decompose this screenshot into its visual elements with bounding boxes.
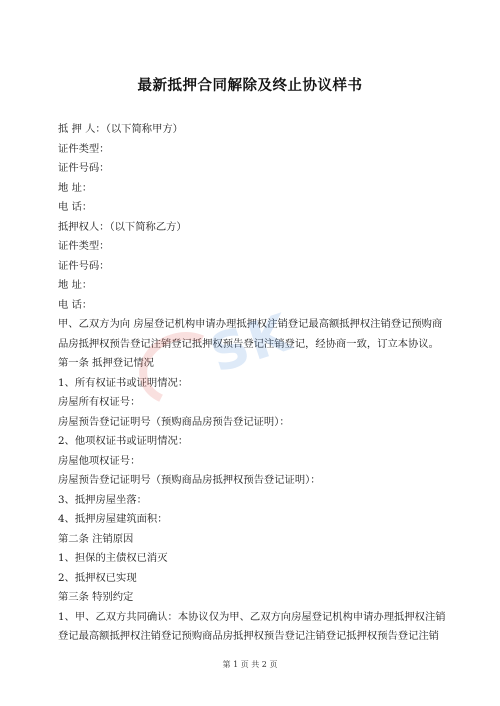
- special-agreement-line-1: 1、甲、乙双方共同确认：本协议仅为甲、乙双方向房屋登记机构申请办理抵押权注销: [58, 610, 446, 623]
- ownership-certificate-number: 房屋所有权证号：: [58, 396, 141, 408]
- party-b-label: 抵押权人：（以下简称乙方）: [58, 220, 187, 233]
- party-b-id-type: 证件类型：: [58, 240, 110, 252]
- party-a-address: 地 址：: [58, 181, 93, 194]
- party-b-phone: 电 话：: [58, 298, 93, 311]
- party-b-id-number: 证件号码：: [58, 259, 110, 272]
- party-a-label: 抵 押 人：（以下简称甲方）: [58, 123, 183, 135]
- party-b-address: 地 址：: [58, 279, 93, 291]
- presale-registration-number: 房屋预告登记证明号（预购商品房预告登记证明）：: [58, 415, 290, 428]
- other-rights-certificate-number: 房屋他项权证号：: [58, 454, 141, 467]
- document-body: [58, 120, 458, 647]
- special-agreement-line-2: 登记最高额抵押权注销登记预购商品房抵押权预告登记注销登记抵押权预告登记注销: [58, 630, 439, 642]
- party-a-id-number: 证件号码：: [58, 162, 110, 174]
- ownership-certificate-item: 1、所有权证书或证明情况：: [58, 376, 189, 389]
- cancellation-reason-2: 2、抵押权已实现: [58, 571, 137, 584]
- property-floor-area: 4、抵押房屋建筑面积：: [58, 513, 168, 525]
- property-location: 3、抵押房屋坐落：: [58, 493, 147, 506]
- document-title: 最新抵押合同解除及终止协议样书: [137, 78, 363, 94]
- party-a-phone: 电 话：: [58, 201, 93, 213]
- mortgage-presale-registration-number: 房屋预告登记证明号（预购商品房抵押权预告登记证明）：: [58, 474, 321, 486]
- page-number: 第 1 页 共 2 页: [222, 660, 278, 669]
- article-2-heading: 第二条 注销原因: [58, 532, 134, 545]
- other-rights-certificate-item: 2、他项权证书或证明情况：: [58, 435, 189, 447]
- preamble-line-2: 品房抵押权预告登记注销登记抵押权预告登记注销登记，经协商一致，订立本协议。: [58, 337, 439, 350]
- article-1-heading: 第一条 抵押登记情况: [58, 357, 154, 369]
- watermark-text: SK: [203, 302, 300, 386]
- party-a-id-type: 证件类型：: [58, 142, 110, 155]
- cancellation-reason-1: 1、担保的主债权已消灭: [58, 552, 168, 564]
- article-3-heading: 第三条 特别约定: [58, 591, 134, 603]
- preamble-line-1: 甲、乙双方为向 房屋登记机构申请办理抵押权注销登记最高额抵押权注销登记预购商: [58, 318, 443, 330]
